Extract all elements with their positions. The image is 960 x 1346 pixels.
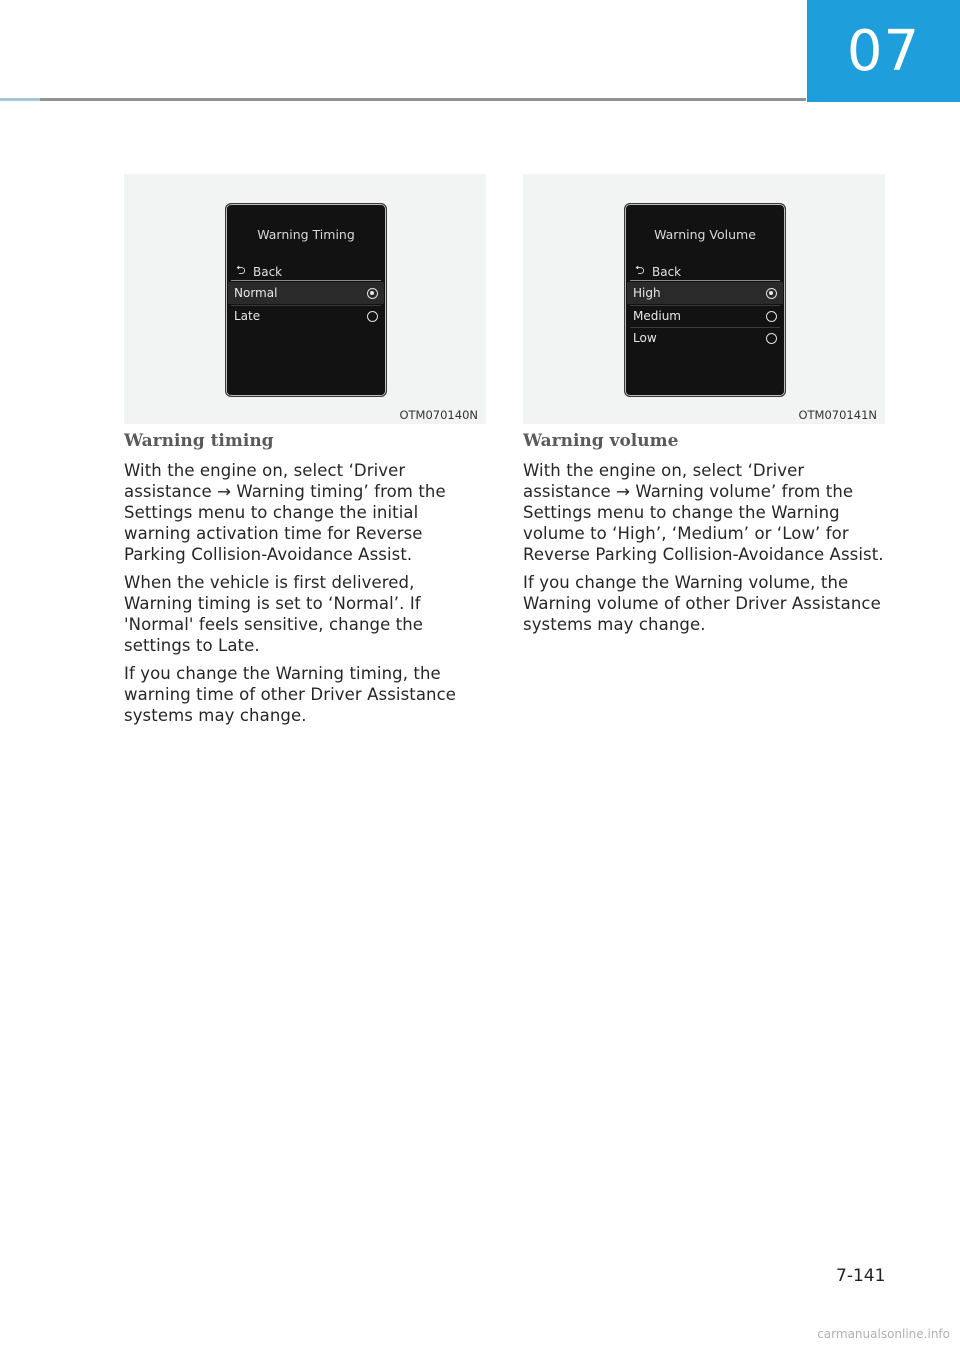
figure-warning-volume [523, 174, 885, 424]
paragraph: With the engine on, select ‘Driver assistance → Warning volume’ from the Settings menu to change the Warning volume to ‘High’, ‘Medium’ or ‘Low’ for Reverse Parking Collision-Avoidance Assist. [523, 461, 884, 564]
option-high [627, 282, 783, 304]
back-label: Back [652, 264, 682, 279]
radio-unselected-icon [367, 311, 378, 322]
screen-title: Warning Volume [654, 227, 756, 242]
radio-unselected-icon [766, 333, 777, 344]
chapter-tab: 07 [807, 0, 960, 102]
watermark-link[interactable]: carmanualsonline.info [817, 1327, 950, 1341]
option-normal [228, 282, 384, 304]
paragraph: With the engine on, select ‘Driver assistance → Warning timing’ from the Settings menu to change the initial warning activation time for Reverse Parking Collision-Avoidance Assist. [124, 461, 446, 564]
paragraph: When the vehicle is first delivered, Warning timing is set to ‘Normal’. If 'Normal' feels sensitive, change the settings to Late. [124, 573, 424, 655]
radio-selected-icon [766, 288, 777, 299]
option-label: Normal [234, 286, 278, 300]
screen-title: Warning Timing [257, 227, 355, 242]
section-warning-timing [124, 430, 486, 733]
divider [630, 280, 780, 281]
option-label: Late [234, 309, 261, 323]
back-label: Back [253, 264, 283, 279]
section-heading: Warning timing [124, 431, 274, 451]
divider [231, 280, 381, 281]
radio-selected-icon [367, 288, 378, 299]
header-rule-accent [0, 98, 40, 101]
option-label: Medium [633, 309, 681, 323]
back-arrow-icon: ⮌ [635, 263, 645, 277]
paragraph: If you change the Warning volume, the Warning volume of other Driver Assistance systems may change. [523, 573, 881, 634]
figure-code: OTM070141N [798, 408, 877, 422]
option-label: Low [633, 331, 657, 345]
option-late [228, 305, 384, 327]
paragraph: If you change the Warning timing, the warning time of other Driver Assistance systems may change. [124, 664, 457, 725]
radio-unselected-icon [766, 311, 777, 322]
back-arrow-icon: ⮌ [236, 263, 246, 277]
figure-warning-timing [124, 174, 486, 424]
header-rule [0, 98, 806, 101]
back-button [635, 261, 681, 282]
section-warning-volume [523, 430, 885, 642]
option-low [627, 327, 783, 349]
option-medium [627, 305, 783, 327]
page-number: 7-141 [836, 1266, 886, 1286]
section-heading: Warning volume [523, 431, 679, 451]
option-label: High [633, 286, 661, 300]
cluster-screen [225, 203, 387, 397]
cluster-screen [624, 203, 786, 397]
figure-code: OTM070140N [399, 408, 478, 422]
back-button [236, 261, 282, 282]
